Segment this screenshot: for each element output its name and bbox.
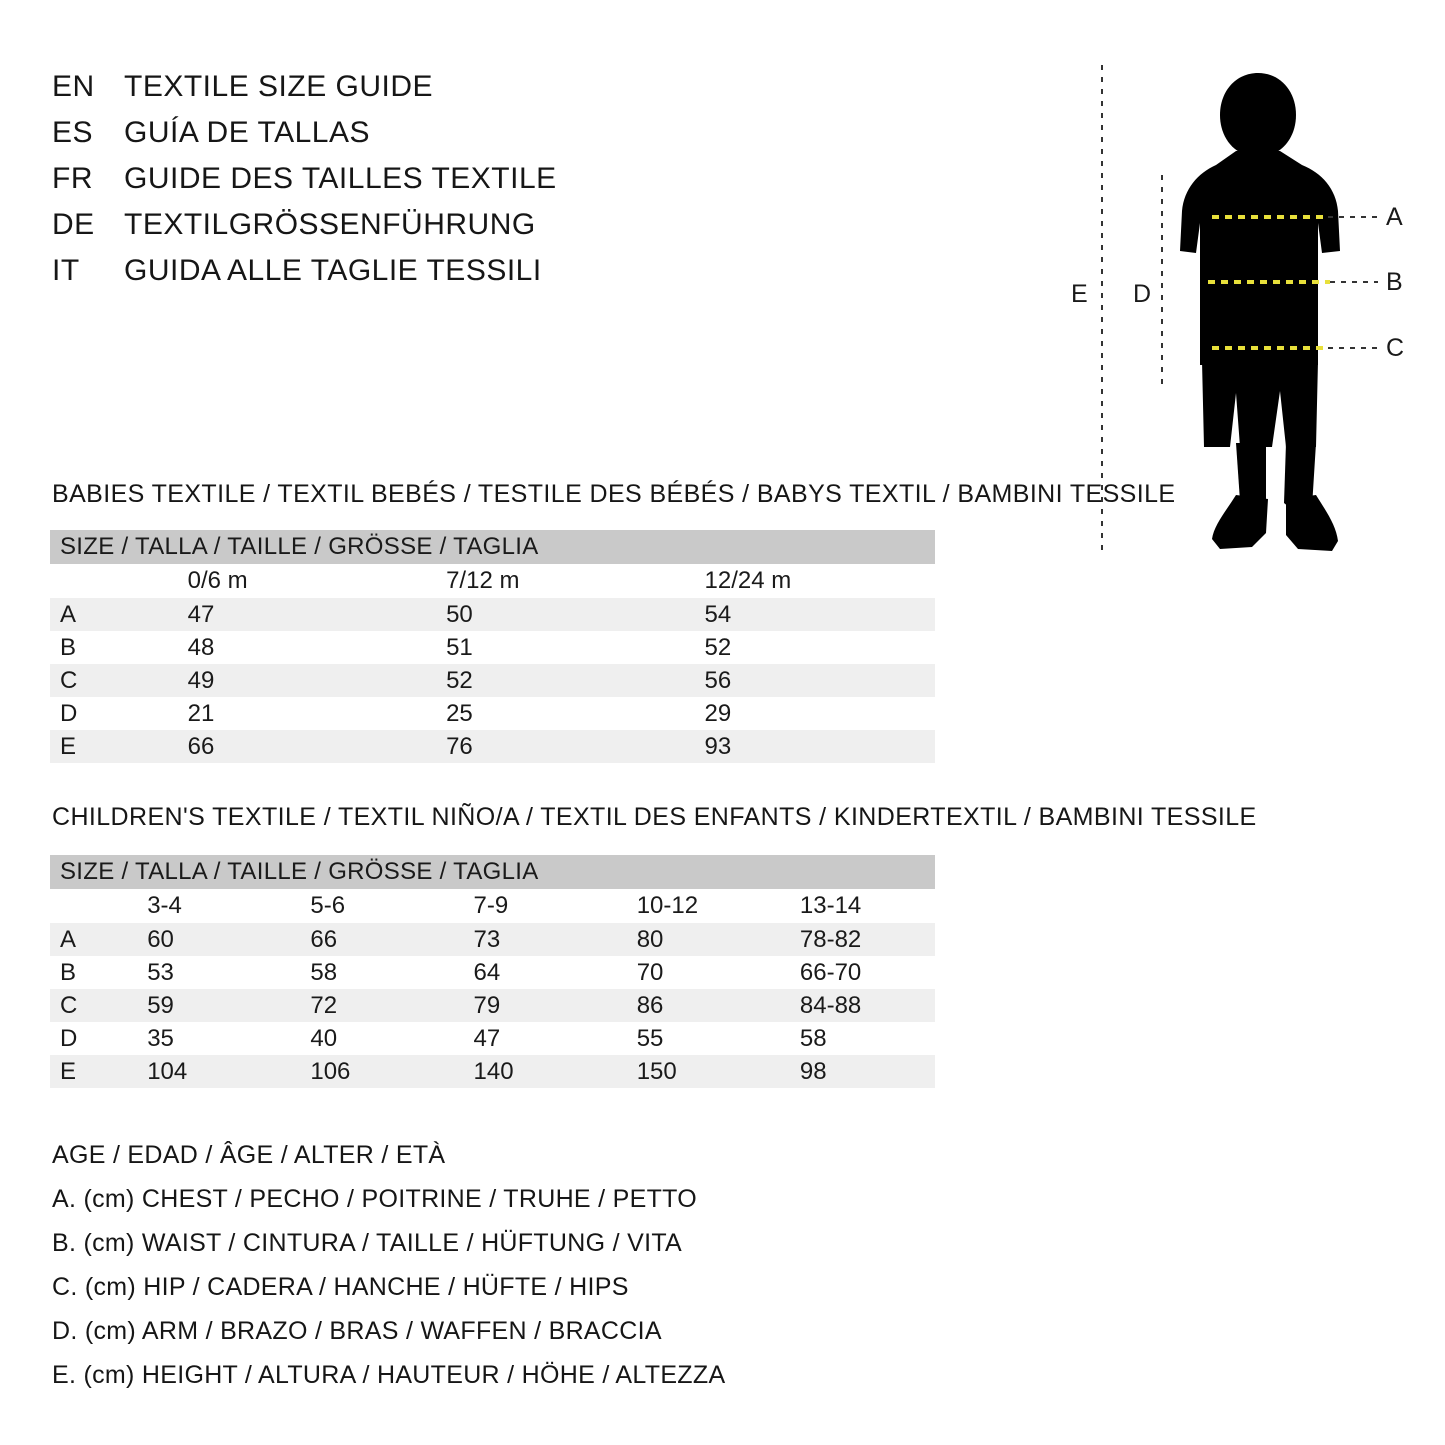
table-row: [50, 664, 935, 697]
figure-marker-d: D: [1133, 280, 1152, 308]
table-cell: 59: [119, 989, 282, 1022]
corner-cell: [50, 889, 119, 923]
table-band-header: [50, 530, 935, 564]
table-row: [50, 697, 935, 730]
figure-marker-b: B: [1386, 268, 1403, 296]
language-title-list: [52, 70, 812, 300]
language-title: GUÍA DE TALLAS: [124, 116, 370, 149]
language-title: TEXTILGRÖSSENFÜHRUNG: [124, 208, 536, 241]
table-cell: 58: [772, 1022, 935, 1055]
column-header: 7/12 m: [418, 564, 676, 598]
table-row: [50, 989, 935, 1022]
table-cell: 66: [282, 923, 445, 956]
row-label: A: [50, 923, 119, 956]
row-label: C: [50, 664, 160, 697]
table-cell: 66: [160, 730, 418, 763]
table-cell: 64: [446, 956, 609, 989]
column-header: 12/24 m: [677, 564, 935, 598]
column-header: 7-9: [446, 889, 609, 923]
table-cell: 93: [677, 730, 935, 763]
table-cell: 51: [418, 631, 676, 664]
figure-marker-c: C: [1386, 334, 1405, 362]
table-cell: 150: [609, 1055, 772, 1088]
table-row: [50, 598, 935, 631]
figure-marker-a: A: [1386, 203, 1403, 231]
language-code: ES: [52, 116, 94, 149]
row-label: B: [50, 631, 160, 664]
table-row: [50, 1022, 935, 1055]
language-title: GUIDE DES TAILLES TEXTILE: [124, 162, 557, 195]
table-cell: 50: [418, 598, 676, 631]
legend-item: D. (cm) ARM / BRAZO / BRAS / WAFFEN / BRACCIA: [52, 1317, 662, 1345]
table-cell: 55: [609, 1022, 772, 1055]
table-cell: 79: [446, 989, 609, 1022]
table-cell: 86: [609, 989, 772, 1022]
measurement-legend: [52, 1133, 952, 1397]
table-cell: 72: [282, 989, 445, 1022]
language-code: DE: [52, 208, 95, 241]
table-cell: 21: [160, 697, 418, 730]
table-cell: 53: [119, 956, 282, 989]
table-row: [50, 1055, 935, 1088]
table-cell: 54: [677, 598, 935, 631]
language-title: GUIDA ALLE TAGLIE TESSILI: [124, 254, 542, 287]
children-size-table: [50, 855, 935, 1088]
table-cell: 76: [418, 730, 676, 763]
language-row: [52, 208, 812, 254]
table-cell: 47: [446, 1022, 609, 1055]
table-cell: 78-82: [772, 923, 935, 956]
column-header: 3-4: [119, 889, 282, 923]
table-band-header: [50, 855, 935, 889]
row-label: E: [50, 1055, 119, 1088]
legend-item: C. (cm) HIP / CADERA / HANCHE / HÜFTE / HIPS: [52, 1273, 629, 1301]
table-cell: 60: [119, 923, 282, 956]
row-label: A: [50, 598, 160, 631]
legend-item: E. (cm) HEIGHT / ALTURA / HAUTEUR / HÖHE / ALTEZZA: [52, 1361, 726, 1389]
language-code: IT: [52, 254, 80, 287]
babies-band-label: SIZE / TALLA / TAILLE / GRÖSSE / TAGLIA: [50, 530, 935, 564]
table-cell: 35: [119, 1022, 282, 1055]
row-label: C: [50, 989, 119, 1022]
table-cell: 48: [160, 631, 418, 664]
table-column-header-row: [50, 889, 935, 923]
table-cell: 56: [677, 664, 935, 697]
column-header: 10-12: [609, 889, 772, 923]
language-row: [52, 254, 812, 300]
table-cell: 47: [160, 598, 418, 631]
language-row: [52, 116, 812, 162]
babies-size-table: [50, 530, 935, 763]
legend-item: B. (cm) WAIST / CINTURA / TAILLE / HÜFTUNG / VITA: [52, 1229, 683, 1257]
language-code: EN: [52, 70, 95, 103]
column-header: 0/6 m: [160, 564, 418, 598]
column-header: 5-6: [282, 889, 445, 923]
legend-item: A. (cm) CHEST / PECHO / POITRINE / TRUHE / PETTO: [52, 1185, 698, 1213]
table-column-header-row: [50, 564, 935, 598]
table-cell: 98: [772, 1055, 935, 1088]
row-label: B: [50, 956, 119, 989]
table-cell: 25: [418, 697, 676, 730]
column-header: 13-14: [772, 889, 935, 923]
row-label: D: [50, 1022, 119, 1055]
table-cell: 66-70: [772, 956, 935, 989]
table-cell: 73: [446, 923, 609, 956]
row-label: E: [50, 730, 160, 763]
table-cell: 52: [418, 664, 676, 697]
table-cell: 80: [609, 923, 772, 956]
language-row: [52, 70, 812, 116]
legend-item: AGE / EDAD / ÂGE / ALTER / ETÀ: [52, 1141, 446, 1169]
row-label: D: [50, 697, 160, 730]
table-row: [50, 956, 935, 989]
table-cell: 140: [446, 1055, 609, 1088]
language-row: [52, 162, 812, 208]
language-code: FR: [52, 162, 93, 195]
table-cell: 104: [119, 1055, 282, 1088]
children-band-label: SIZE / TALLA / TAILLE / GRÖSSE / TAGLIA: [50, 855, 935, 889]
table-cell: 70: [609, 956, 772, 989]
babies-section-title: BABIES TEXTILE / TEXTIL BEBÉS / TESTILE DES BÉBÉS / BABYS TEXTIL / BAMBINI TESSILE: [52, 480, 1176, 508]
table-cell: 106: [282, 1055, 445, 1088]
table-cell: 84-88: [772, 989, 935, 1022]
table-cell: 58: [282, 956, 445, 989]
table-cell: 40: [282, 1022, 445, 1055]
corner-cell: [50, 564, 160, 598]
table-row: [50, 631, 935, 664]
table-row: [50, 923, 935, 956]
table-cell: 52: [677, 631, 935, 664]
figure-marker-e: E: [1071, 280, 1088, 308]
table-cell: 49: [160, 664, 418, 697]
children-section-title: CHILDREN'S TEXTILE / TEXTIL NIÑO/A / TEXTIL DES ENFANTS / KINDERTEXTIL / BAMBINI TESSILE: [52, 803, 1257, 831]
table-row: [50, 730, 935, 763]
table-cell: 29: [677, 697, 935, 730]
language-title: TEXTILE SIZE GUIDE: [124, 70, 434, 103]
